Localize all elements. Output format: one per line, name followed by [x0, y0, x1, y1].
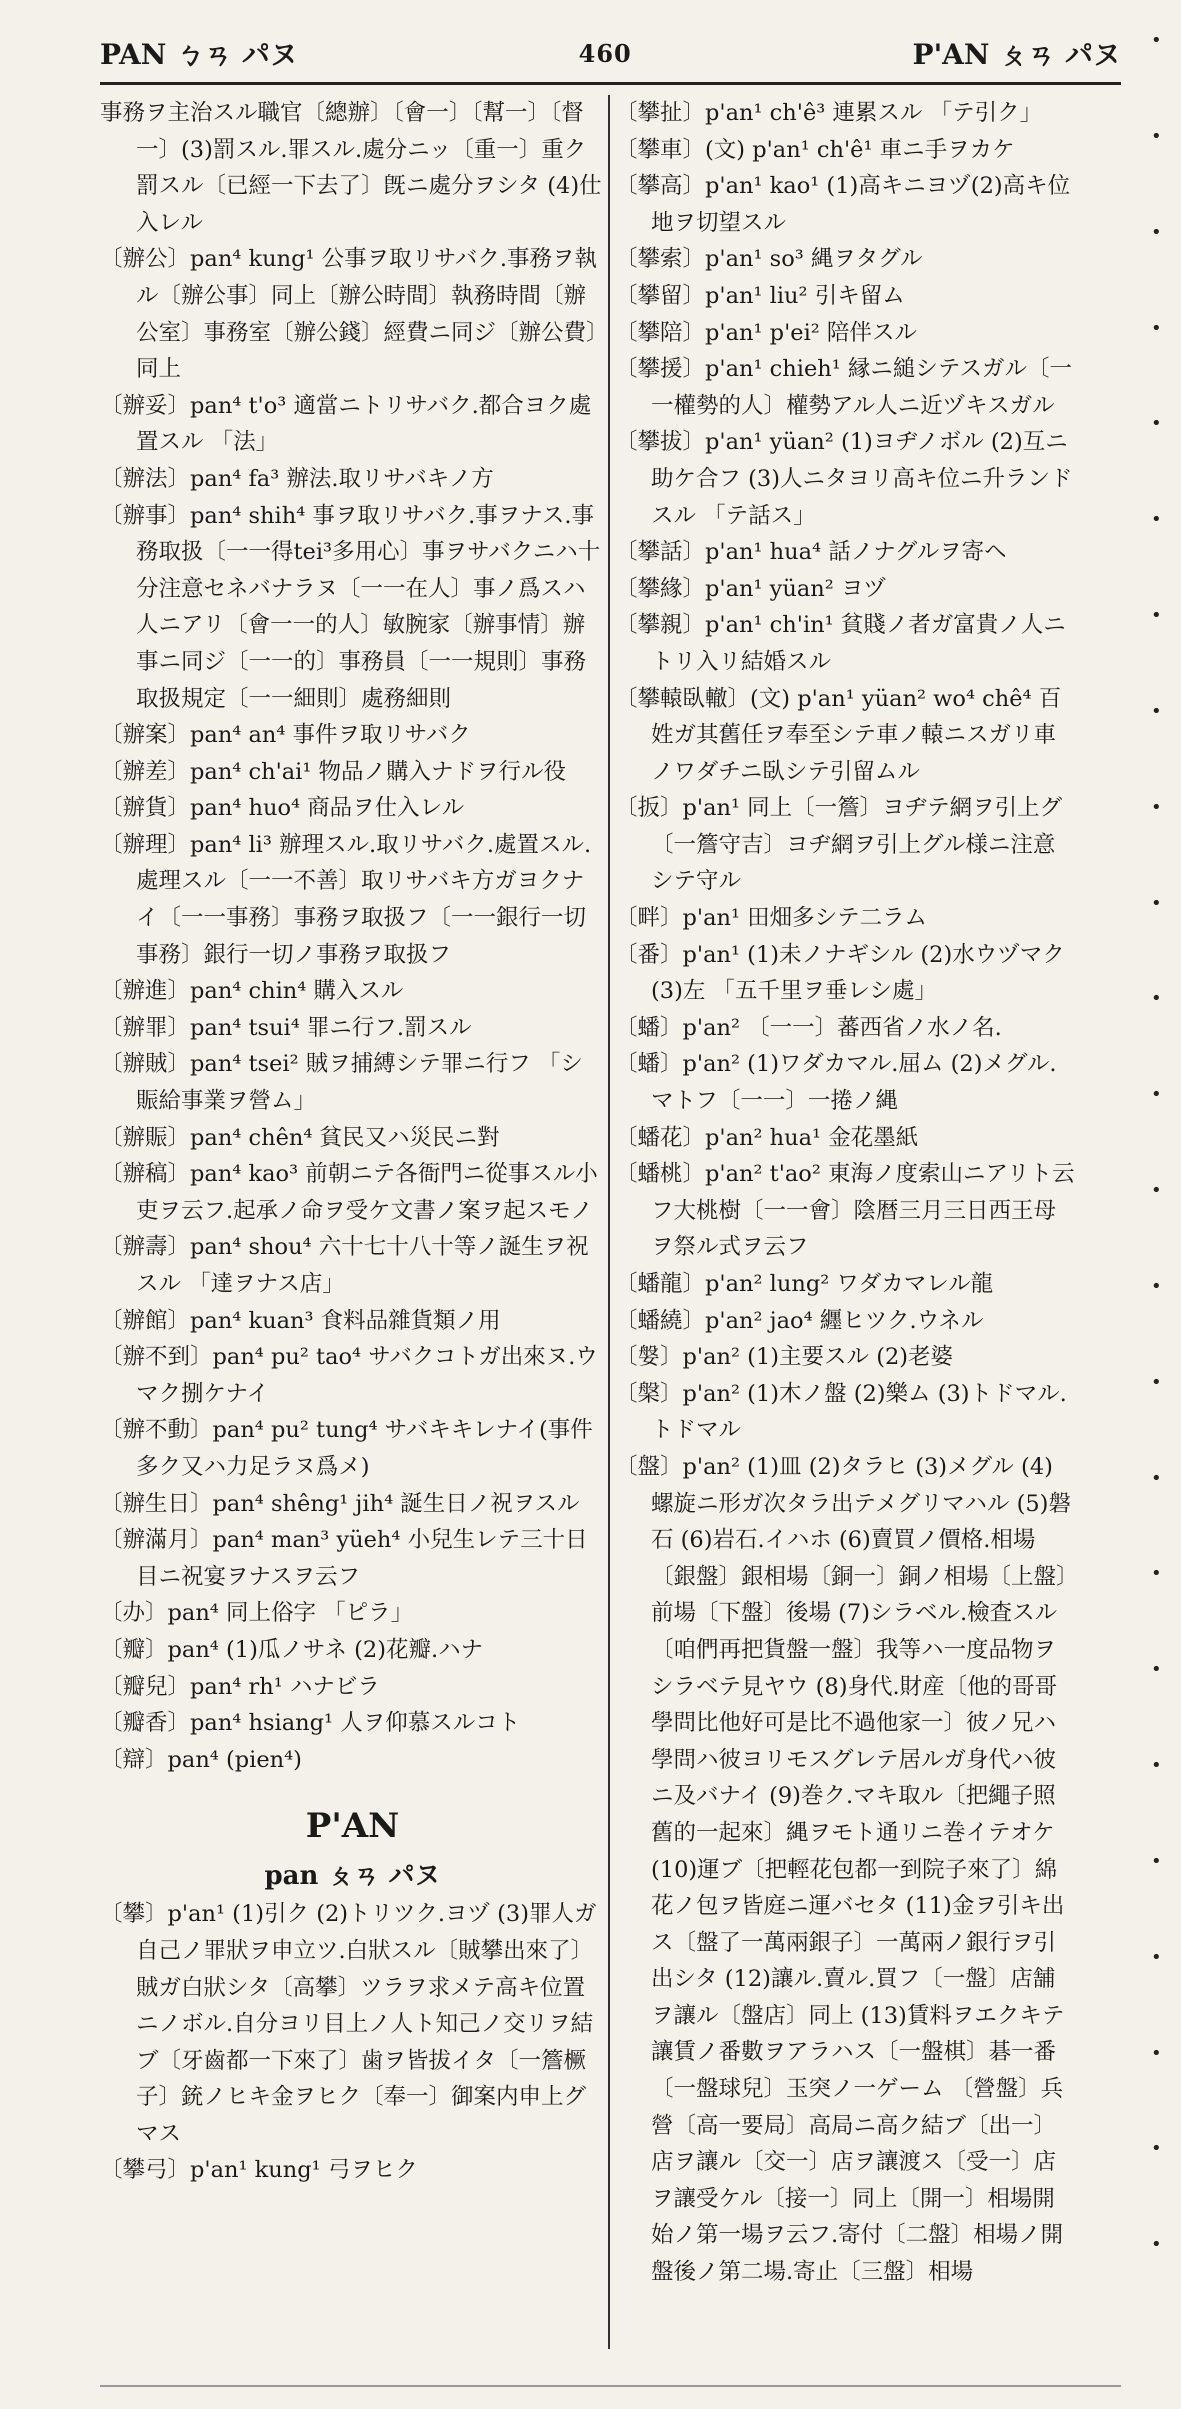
dictionary-entry: 〔扳〕p'an¹ 同上〔一簷〕ヨヂテ網ヲ引上グ〔一簷守吉〕ヨヂ網ヲ引上グル様ニ注意シテ守ル [615, 795, 1063, 895]
edge-mark: • [1151, 1563, 1162, 1585]
dictionary-entry: 〔盤〕p'an² (1)皿 (2)タラヒ (3)メグル (4)螺旋ニ形ガ次タラ出テメグリマハル (5)磐石 (6)岩石.イハホ (6)賣買ノ價格.相場〔銀盤〕銀相場〔銅一〕銅ノ相場〔上盤〕前場〔下盤〕後場 (7)シラベル.檢査スル〔咱們再把貨盤一盤〕我等ハ一度品物ヲシラベテ見ヤウ (8)身代.財産〔他的哥哥學問比他好可是比不過他家一〕彼ノ兄ハ學問ハ彼ヨリモスグレテ居ルガ身代ハ彼ニ及バナイ (9)巻ク.マキ取ル〔把繩子照舊的一起來〕縄ヲモト通リニ巻イテオケ (10)運ブ〔把輕花包都一到院子來了〕綿花ノ包ヲ皆庭ニ運バセタ (11)金ヲ引キ出ス〔盤了一萬兩銀子〕一萬兩ノ銀行ヲ引出シタ (12)讓ル.賣ル.買フ〔一盤〕店舗ヲ讓ル〔盤店〕同上 (13)賃料ヲエクキテ讓賃ノ番數ヲアラハス〔一盤棋〕碁一番〔一盤球兒〕玉突ノ一ゲーム 〔營盤〕兵營〔高一要局〕高局ニ高ク結ブ〔出一〕店ヲ讓ル〔交一〕店ヲ讓渡ス〔受一〕店ヲ讓受ケル〔接一〕同上〔開一〕相場開始ノ第一場ヲ云フ.寄付〔二盤〕相場ノ開盤後ノ第二場.寄止〔三盤〕相場 [615, 1453, 1071, 2286]
dictionary-entry: 〔瓣香〕pan⁴ hsiang¹ 人ヲ仰慕スルコト [100, 1710, 521, 1737]
dictionary-entry: 〔辦不到〕pan⁴ pu² tao⁴ サバクコトガ出來ヌ.ウマク捌ケナイ [100, 1344, 598, 1407]
dictionary-entry: 〔辦稿〕pan⁴ kao³ 前朝ニテ各衙門ニ從事スル小吏ヲ云フ.起承ノ命ヲ受ケ文書ノ案ヲ起スモノ [100, 1161, 598, 1224]
dictionary-entry: 〔畔〕p'an¹ 田畑多シテ二ラム [615, 905, 927, 932]
dictionary-entry: 〔辦妥〕pan⁴ t'o³ 適當ニトリサバク.都合ヨク處置スル 「法」 [100, 392, 592, 456]
section-subheading: pan ㄆㄢ パヌ [264, 1861, 441, 1892]
dictionary-entry: 〔蟠〕p'an² 〔一一〕蕃西省ノ水ノ名. [615, 1014, 1002, 1041]
dictionary-entry: 〔蟠繞〕p'an² jao⁴ 纒ヒツク.ウネル [615, 1307, 984, 1334]
edge-mark: • [1151, 1946, 1162, 1968]
bottom-rule [100, 2385, 1121, 2387]
dictionary-entry: 〔瓣〕pan⁴ (1)瓜ノサネ (2)花瓣.ハナ [100, 1636, 484, 1663]
dictionary-entry: 〔辦壽〕pan⁴ shou⁴ 六十七十八十等ノ誕生ヲ祝スル 「達ヲナス店」 [100, 1234, 589, 1297]
edge-mark: • [1151, 1659, 1162, 1681]
dictionary-entry: 〔番〕p'an¹ (1)未ノナギシル (2)水ウヅマク (3)左 「五千里ヲ垂レシ處」 [615, 941, 1072, 1005]
edge-mark: • [1151, 221, 1162, 243]
dictionary-entry: 〔瓣兒〕pan⁴ rh¹ ハナビラ [100, 1673, 380, 1700]
edge-mark: • [1151, 30, 1162, 51]
dictionary-entry: 〔蟠龍〕p'an² lung² ワダカマレル龍 [615, 1271, 994, 1297]
column-divider [608, 95, 610, 2349]
dictionary-entry: 〔辦案〕pan⁴ an⁴ 事件ヲ取リサバク [100, 722, 471, 749]
dictionary-entry: 〔攀親〕p'an¹ ch'in¹ 貧賤ノ者ガ富貴ノ人ニトリ入リ結婚スル [615, 612, 1066, 675]
dictionary-entry: 〔攀弓〕p'an¹ kung¹ 弓ヲヒク [100, 2157, 418, 2184]
dictionary-entry: 〔辦貨〕pan⁴ huo⁴ 商品ヲ仕入レル [100, 795, 465, 822]
edge-mark: • [1151, 1850, 1162, 1872]
edge-mark: • [1151, 2042, 1162, 2064]
edge-mark: • [1151, 796, 1162, 818]
dictionary-entry: 〔攀援〕p'an¹ chieh¹ 縁ニ縋シテスガル〔一一權勢的人〕權勢アル人ニ近ヅキスガル [615, 356, 1073, 419]
dictionary-entry: 〔辯〕pan⁴ (pien⁴) [100, 1746, 302, 1773]
edge-mark: • [1151, 509, 1162, 531]
left-entry-list [100, 95, 605, 1778]
dictionary-entry: 事務ヲ主治スル職官〔總辦〕〔會一〕〔幫一〕〔督一〕(3)罰スル.罪スル.處分ニッ〔重一〕重ク罰スル〔已經一下去了〕旣ニ處分ヲシタ (4)仕入レル [100, 100, 602, 236]
dictionary-entry: 〔辦差〕pan⁴ ch'ai¹ 物品ノ購入ナドヲ行ル役 [100, 758, 567, 785]
dictionary-entry: 〔辦事〕pan⁴ shih⁴ 事ヲ取リサバク.事ヲナス.事務取扱〔一一得tei³多用心〕事ヲサバクニハ十分注意セネバナラヌ〔一一在人〕事ノ爲スハ人ニアリ〔會一一的人〕敏腕家〔辦事情〕辦事ニ同ジ〔一一的〕事務員〔一一規則〕事務取扱規定〔一一細則〕處務細則 [100, 502, 601, 712]
dictionary-entry: 〔攀陪〕p'an¹ p'ei² 陪伴スル [615, 319, 917, 346]
dictionary-entry: 〔辦理〕pan⁴ li³ 辦理スル.取リサバク.處置スル.處理スル〔一一不善〕取リサバキ方ガヨクナイ〔一一事務〕事務ヲ取扱フ〔一一銀行一切事務〕銀行一切ノ事務ヲ取扱フ [100, 831, 592, 968]
dictionary-entry: 〔辦法〕pan⁴ fa³ 辦法.取リサバキノ方 [100, 465, 494, 492]
edge-mark: • [1151, 988, 1162, 1010]
dictionary-entry: 〔蟠桃〕p'an² t'ao² 東海ノ度索山ニアリト云フ大桃樹〔一一會〕陰暦三月三日西王母ヲ祭ル式ヲ云フ [615, 1161, 1075, 1261]
left-entry-list-after [100, 1896, 605, 2189]
edge-mark: • [1151, 2234, 1162, 2256]
dictionary-entry: 〔辦生日〕pan⁴ shêng¹ jih⁴ 誕生日ノ祝ヲスル [100, 1490, 580, 1517]
edge-mark: • [1151, 1084, 1162, 1106]
dictionary-entry: 〔辦賑〕pan⁴ chên⁴ 貧民又ハ災民ニ對 [100, 1124, 500, 1151]
edge-mark: • [1151, 1371, 1162, 1393]
binding-edge-marks [1143, 0, 1173, 2409]
page-number: 460 [578, 38, 632, 68]
dictionary-entry: 〔辦不動〕pan⁴ pu² tung⁴ サバキキレナイ(事件多ク又ハ力足ラヌ爲メ) [100, 1417, 593, 1480]
dictionary-entry: 〔蟠〕p'an² (1)ワダカマル.屈ム (2)メグル.マトフ〔一一〕一捲ノ縄 [615, 1051, 1057, 1115]
dictionary-entry: 〔攀車〕(文) p'an¹ ch'ê¹ 車ニ手ヲカケ [615, 136, 1015, 163]
header-left-romanization: PAN ㄅㄢ パヌ [100, 38, 298, 71]
dictionary-entry: 〔辦滿月〕pan⁴ man³ yüeh⁴ 小兒生レテ三十日目ニ祝宴ヲナスヲ云フ [100, 1527, 588, 1590]
dictionary-entry: 〔攀扯〕p'an¹ ch'ê³ 連累スル 「テ引ク」 [615, 100, 1043, 126]
left-column [100, 95, 605, 2359]
dictionary-entry: 〔攀高〕p'an¹ kao¹ (1)高キニヨヅ(2)高キ位地ヲ切望スル [615, 173, 1071, 236]
header-rule [100, 82, 1121, 85]
dictionary-entry: 〔攀轅臥轍〕(文) p'an¹ yüan² wo⁴ chê⁴ 百姓ガ其舊任ヲ奉至シテ車ノ轅ニスガリ車ノワダチニ臥シテ引留ムル [615, 685, 1062, 785]
dictionary-entry: 〔办〕pan⁴ 同上俗字 「ピラ」 [100, 1600, 414, 1627]
edge-mark: • [1151, 317, 1162, 339]
dictionary-entry: 〔辦罪〕pan⁴ tsui⁴ 罪ニ行フ.罰スル [100, 1014, 472, 1041]
right-entry-list [615, 95, 1075, 2291]
dictionary-entry: 〔攀留〕p'an¹ liu² 引キ留ム [615, 282, 905, 309]
dictionary-entry: 〔媻〕p'an² (1)主要スル (2)老婆 [615, 1344, 954, 1371]
edge-mark: • [1151, 700, 1162, 722]
dictionary-entry: 〔攀緣〕p'an¹ yüan² ヨヅ [615, 575, 886, 602]
dictionary-entry: 〔辦賊〕pan⁴ tsei² 賊ヲ捕縛シテ罪ニ行フ 「シ賑給事業ヲ營ム」 [100, 1051, 583, 1115]
page-header [100, 28, 1121, 78]
dictionary-entry: 〔攀拔〕p'an¹ yüan² (1)ヨヂノボル (2)互ニ助ケ合フ (3)人ニタヨリ高キ位ニ升ランドスル 「テ話ス」 [615, 429, 1073, 529]
dictionary-entry: 〔辦館〕pan⁴ kuan³ 食料品雜貨類ノ用 [100, 1307, 501, 1334]
edge-mark: • [1151, 892, 1162, 914]
edge-mark: • [1151, 1275, 1162, 1297]
dictionary-entry: 〔槃〕p'an² (1)木ノ盤 (2)樂ム (3)トドマル.トドマル [615, 1380, 1067, 1444]
edge-mark: • [1151, 1467, 1162, 1489]
edge-mark: • [1151, 413, 1162, 435]
section-heading: P'AN [305, 1806, 400, 1847]
dictionary-entry: 〔辦公〕pan⁴ kung¹ 公事ヲ取リサバク.事務ヲ執ル〔辦公事〕同上〔辦公時間〕執務時間〔辦公室〕事務室〔辦公錢〕經費ニ同ジ〔辦公費〕同上 [100, 246, 598, 383]
right-column [615, 95, 1075, 2359]
dictionary-entry: 〔攀話〕p'an¹ hua⁴ 話ノナグルヲ寄ヘ [615, 539, 1007, 566]
edge-mark: • [1151, 1755, 1162, 1776]
edge-mark: • [1151, 1180, 1162, 1201]
dictionary-entry: 〔蟠花〕p'an² hua¹ 金花墨紙 [615, 1124, 919, 1151]
edge-mark: • [1151, 605, 1162, 626]
dictionary-entry: 〔攀索〕p'an¹ so³ 縄ヲタグル [615, 246, 923, 273]
dictionary-entry: 〔辦進〕pan⁴ chin⁴ 購入スル [100, 978, 404, 1005]
header-right-romanization: P'AN ㄆㄢ パヌ [912, 38, 1121, 71]
edge-mark: • [1151, 125, 1162, 147]
edge-mark: • [1151, 2138, 1162, 2160]
dictionary-entry: 〔攀〕p'an¹ (1)引ク (2)トリツク.ヨヅ (3)罪人ガ自己ノ罪狀ヲ申立ツ.白狀スル〔賊攀出來了〕賊ガ白狀シタ〔高攀〕ツラヲ求メテ高キ位置ニノボル.自分ヨリ目上ノ人ト知己ノ交リヲ結ブ〔牙齒都一下來了〕歯ヲ皆拔イタ〔一簷橛子〕銃ノヒキ金ヲヒク〔奉一〕御案内申上グマス [100, 1901, 597, 2147]
